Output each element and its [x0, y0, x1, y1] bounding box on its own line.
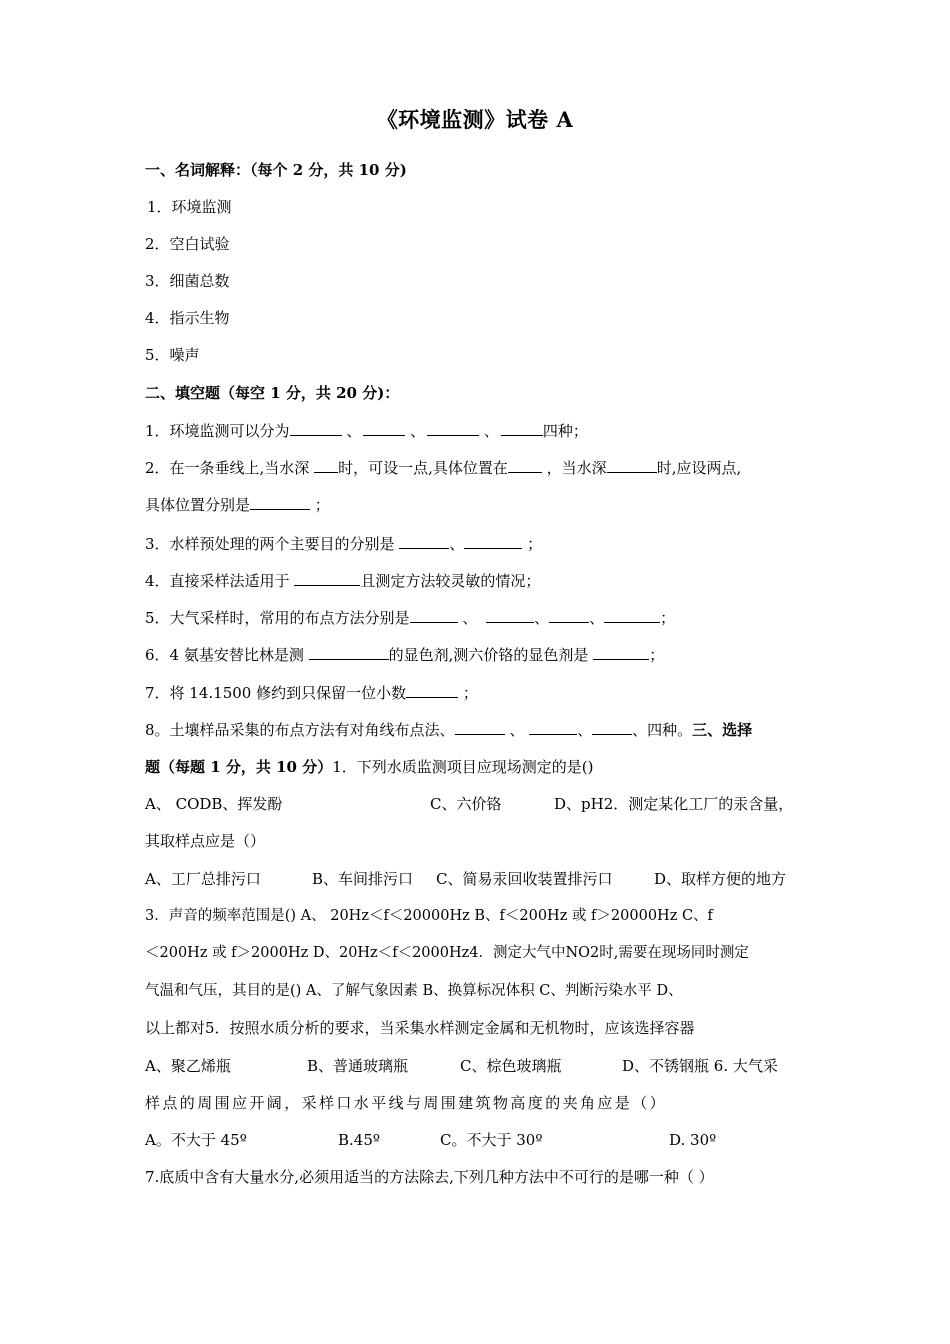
choice-question-4: 气温和气压，其目的是() A、了解气象因素 B、换算标况体积 C、判断污染水平 D、 — [145, 983, 683, 999]
answer-blank — [486, 608, 534, 623]
term-item-3: 3．细菌总数 — [145, 272, 230, 290]
choice-option: A、 CODB、挥发酚 — [145, 795, 283, 813]
q6-text: 6．4 氨基安替比林是测 — [145, 646, 304, 664]
choice-option: C、棕色玻璃瓶 — [460, 1057, 562, 1075]
choice-option: D、pH2．测定某化工厂的汞含量， — [554, 795, 794, 813]
q2-text-f: ； — [314, 496, 330, 514]
choice-option: C、简易汞回收装置排污口 — [436, 870, 613, 888]
choice-option: B、车间排污口 — [312, 870, 414, 888]
answer-blank — [250, 495, 310, 510]
term-item-2: 2．空白试验 — [145, 235, 230, 253]
choice-option: B、普通玻璃瓶 — [307, 1057, 409, 1075]
term-item-4: 4．指示生物 — [145, 309, 230, 327]
answer-blank — [410, 608, 458, 623]
q5-text: 5．大气采样时，常用的布点方法分别是 — [145, 609, 410, 627]
section-1-heading: 一、名词解释：（每个 2 分，共 10 分) — [145, 161, 407, 179]
answer-blank — [406, 683, 458, 698]
fill-question-8: 8。土壤样品采集的布点方法有对角线布点法、 、 、 、四种。三、选择 — [145, 721, 753, 739]
q6-tail: ； — [649, 646, 665, 664]
answer-blank — [501, 421, 543, 436]
fill-question-5: 5．大气采样时，常用的布点方法分别是 、 、 、 ； — [145, 609, 676, 627]
fill-question-3: 3．水样预处理的两个主要目的分别是 、 ； — [145, 535, 543, 553]
choice-question-6: 样点的周围应开阔，采样口水平线与周围建筑物高度的夹角应是（） — [145, 1094, 668, 1112]
answer-blank — [607, 458, 657, 473]
choice-question-5: 以上都对5．按照水质分析的要求，当采集水样测定金属和无机物时，应该选择容器 — [145, 1019, 695, 1037]
q8-tail: 、四种。 — [632, 721, 693, 739]
answer-blank — [455, 720, 505, 735]
choice-question-2-options — [145, 868, 810, 890]
choice-option: C。不大于 30º — [440, 1131, 543, 1149]
q2-text-d: 时,应设两点, — [656, 459, 742, 477]
choice-question-6-options — [145, 1129, 810, 1151]
term-item-1: 1．环境监测 — [147, 198, 232, 216]
q3-text: 3．水样预处理的两个主要目的分别是 — [145, 535, 395, 553]
q2-text-c: ，当水深 — [546, 459, 607, 477]
q8-text: 8。土壤样品采集的布点方法有对角线布点法、 — [145, 721, 455, 739]
fill-question-2-cont — [145, 494, 810, 516]
q5-tail: ； — [660, 609, 676, 627]
choice-question-5-options — [145, 1055, 810, 1077]
choice-question-1-options — [145, 793, 810, 815]
exam-title: 《环境监测》试卷 A — [376, 107, 574, 132]
answer-blank — [399, 534, 449, 549]
q2-text-e: 具体位置分别是 — [145, 496, 251, 514]
choice-question-2: 其取样点应是（） — [145, 832, 266, 850]
choice-option: A。不大于 45º — [145, 1131, 247, 1149]
answer-blank — [604, 608, 660, 623]
choice-option: D、不锈钢瓶 6. 大气采 — [622, 1057, 778, 1075]
answer-blank — [309, 645, 389, 660]
fill-question-4 — [145, 570, 810, 592]
q7-text: 7．将 14.1500 修约到只保留一位小数 — [145, 684, 407, 702]
choice-question-1: 1．下列水质监测项目应现场测定的是() — [332, 758, 594, 776]
answer-blank — [427, 421, 479, 436]
choice-option: A、聚乙烯瓶 — [145, 1057, 231, 1075]
fill-question-1: 1．环境监测可以分为 、 、 、 四种； — [145, 422, 588, 440]
answer-blank — [593, 645, 649, 660]
answer-blank — [363, 421, 405, 436]
q7-tail: ； — [462, 684, 478, 702]
choice-option: D、取样方便的地方 — [654, 870, 787, 888]
answer-blank — [592, 720, 632, 735]
q6-text-b: 的显色剂,测六价铬的显色剂是 — [388, 646, 589, 664]
choice-question-3-cont: ＜200Hz 或 f＞2000Hz D、20Hz＜f＜2000Hz4．测定大气中NO2时,需要在现场同时测定 — [145, 945, 749, 961]
answer-blank — [290, 421, 342, 436]
answer-blank — [549, 608, 589, 623]
section-2-heading: 二、填空题（每空 1 分，共 20 分)： — [145, 384, 400, 402]
fill-question-7 — [145, 682, 810, 704]
section-3-heading-b: 题（每题 1 分，共 10 分） — [145, 758, 333, 776]
section-3-heading-line — [145, 756, 810, 778]
choice-option: A、工厂总排污口 — [145, 870, 261, 888]
choice-option: C、六价铬 — [430, 795, 502, 813]
term-item-5: 5．噪声 — [145, 346, 200, 364]
q4-tail: 且测定方法较灵敏的情况； — [360, 572, 541, 590]
choice-question-3: 3．声音的频率范围是() A、 20Hz＜f＜20000Hz B、f＜200Hz 或 f＞20000Hz C、f — [145, 908, 713, 924]
q1-text: 1．环境监测可以分为 — [145, 422, 290, 440]
answer-blank — [294, 571, 360, 586]
choice-option: B.45º — [338, 1131, 380, 1149]
section-3-heading-a: 三、选择 — [692, 721, 753, 739]
fill-question-2 — [145, 457, 810, 479]
q1-tail: 四种； — [542, 422, 588, 440]
answer-blank — [314, 458, 338, 473]
q3-tail: ； — [527, 535, 543, 553]
answer-blank — [508, 458, 542, 473]
q4-text: 4．直接采样法适用于 — [145, 572, 290, 590]
answer-blank — [464, 534, 522, 549]
choice-option: D. 30º — [669, 1131, 717, 1149]
q2-text: 2．在一条垂线上,当水深 — [145, 459, 310, 477]
q2-text-b: 时，可设一点,具体位置在 — [338, 459, 508, 477]
choice-question-7: 7.底质中含有大量水分,必须用适当的方法除去,下列几种方法中不可行的是哪一种（ ） — [145, 1168, 714, 1186]
answer-blank — [529, 720, 577, 735]
fill-question-6 — [145, 644, 810, 666]
